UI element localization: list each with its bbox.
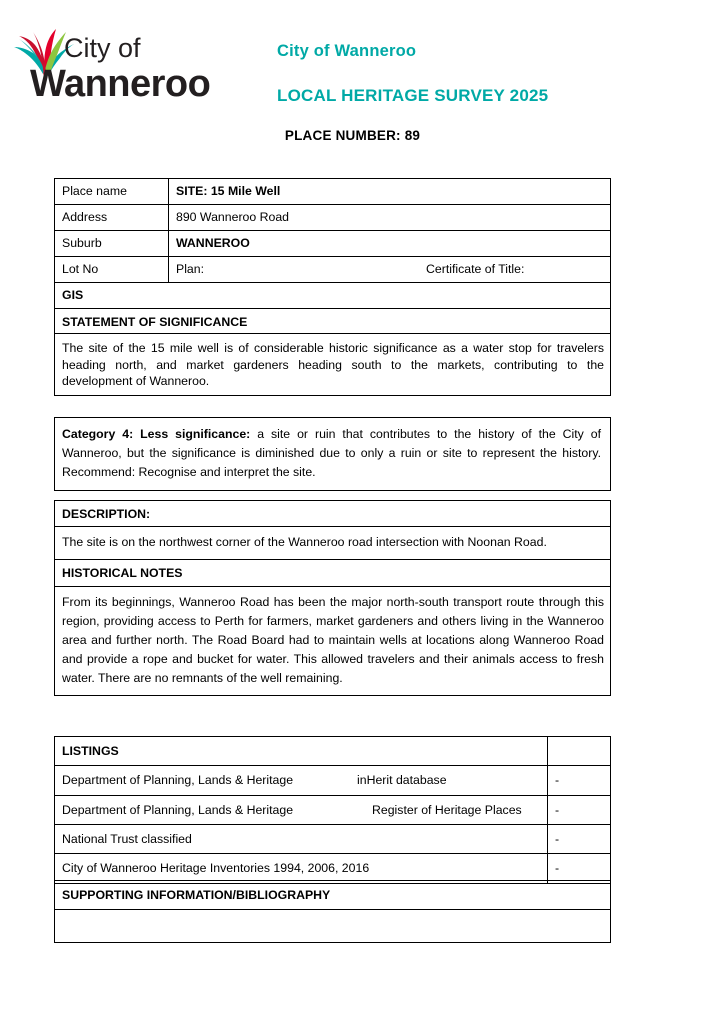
table-row: [55, 881, 611, 910]
table-row: [55, 334, 611, 396]
listing-row-cell: [55, 795, 548, 824]
description-table: [54, 500, 611, 696]
table-row: [55, 231, 611, 257]
listing-row-cell: [55, 766, 548, 795]
listing-name: City of Wanneroo Heritage Inventories 1994, 2006, 2016: [62, 861, 370, 876]
certificate-of-title-label: Certificate of Title:: [426, 262, 525, 276]
table-row: [55, 205, 611, 231]
table-row: [55, 795, 611, 824]
address-value: 890 Wanneroo Road: [169, 205, 611, 231]
description-heading: DESCRIPTION:: [55, 501, 611, 527]
table-row: [55, 309, 611, 334]
lot-no-label: Lot No: [55, 257, 169, 283]
description-text: The site is on the northwest corner of the Wanneroo road intersection with Noonan Road.: [55, 527, 611, 560]
place-name-value: SITE: 15 Mile Well: [169, 179, 611, 205]
address-label: Address: [55, 205, 169, 231]
listing-name: Department of Planning, Lands & Heritage: [62, 802, 294, 817]
supporting-information-table: [54, 880, 611, 943]
statement-of-significance-heading: STATEMENT OF SIGNIFICANCE: [55, 309, 611, 334]
table-row: [55, 501, 611, 527]
table-row: [55, 737, 611, 766]
listing-row-cell: [55, 854, 548, 883]
category-title: Category 4: Less significance:: [62, 427, 251, 441]
document-header: [0, 14, 705, 114]
table-row: [55, 418, 611, 491]
listing-value: -: [548, 795, 611, 824]
table-row: [55, 854, 611, 883]
table-row: [55, 257, 611, 283]
table-row: [55, 825, 611, 854]
table-row: [55, 586, 611, 695]
historical-notes-text: From its beginnings, Wanneroo Road has been the major north-south transport route through this region, providing access to Perth for farmers, market gardeners and others living in the Wanneroo area and further north. The Road Board had to maintain wells at locations along Wanneroo Road and provide a rope and bucket for water. This allowed travelers and their animals access to fresh water. There are no remnants of the well remaining.: [55, 586, 611, 695]
listings-table: [54, 736, 611, 884]
listing-name: National Trust classified: [62, 832, 192, 847]
historical-notes-heading: HISTORICAL NOTES: [55, 560, 611, 586]
table-row: [55, 766, 611, 795]
header-title-survey: LOCAL HERITAGE SURVEY 2025: [277, 86, 549, 105]
listing-value: -: [548, 825, 611, 854]
table-row: [55, 179, 611, 205]
category-text: a site or ruin that contributes to the history of the City of Wanneroo, but the significance is diminished due to only a ruin or site to represent the history. Recommend: Recognise and interpret the site.: [62, 427, 602, 480]
category-cell: [55, 418, 611, 491]
table-row: [55, 910, 611, 943]
gis-label: GIS: [55, 283, 611, 309]
place-details-table: [54, 178, 611, 396]
listings-heading-value: [548, 737, 611, 766]
table-row: [55, 527, 611, 560]
suburb-value: WANNEROO: [169, 231, 611, 257]
logo-text-wanneroo: Wanneroo: [30, 63, 211, 105]
listing-value: -: [548, 854, 611, 883]
plan-label: Plan:: [176, 262, 205, 276]
place-name-label: Place name: [55, 179, 169, 205]
city-of-wanneroo-logo: [14, 20, 244, 112]
place-number: PLACE NUMBER: 89: [284, 128, 421, 143]
table-row: [55, 560, 611, 586]
plan-certificate-cell: [169, 257, 611, 283]
listing-detail: Register of Heritage Places: [372, 802, 522, 817]
statement-of-significance-text: The site of the 15 mile well is of considerable historic significance as a water stop for travelers heading north, and market gardeners heading south to the markets, contributing to the development of Wanneroo.: [55, 334, 611, 396]
listing-value: -: [548, 766, 611, 795]
listing-name: Department of Planning, Lands & Heritage: [62, 773, 294, 788]
table-row: [55, 283, 611, 309]
logo-text-city: City of: [64, 33, 141, 63]
suburb-label: Suburb: [55, 231, 169, 257]
supporting-information-content: [55, 910, 611, 943]
header-title-city: City of Wanneroo: [277, 42, 417, 60]
category-table: [54, 417, 611, 491]
listing-detail: inHerit database: [357, 773, 447, 788]
listings-heading: LISTINGS: [55, 737, 548, 766]
listing-row-cell: [55, 825, 548, 854]
supporting-information-heading: SUPPORTING INFORMATION/BIBLIOGRAPHY: [55, 881, 611, 910]
